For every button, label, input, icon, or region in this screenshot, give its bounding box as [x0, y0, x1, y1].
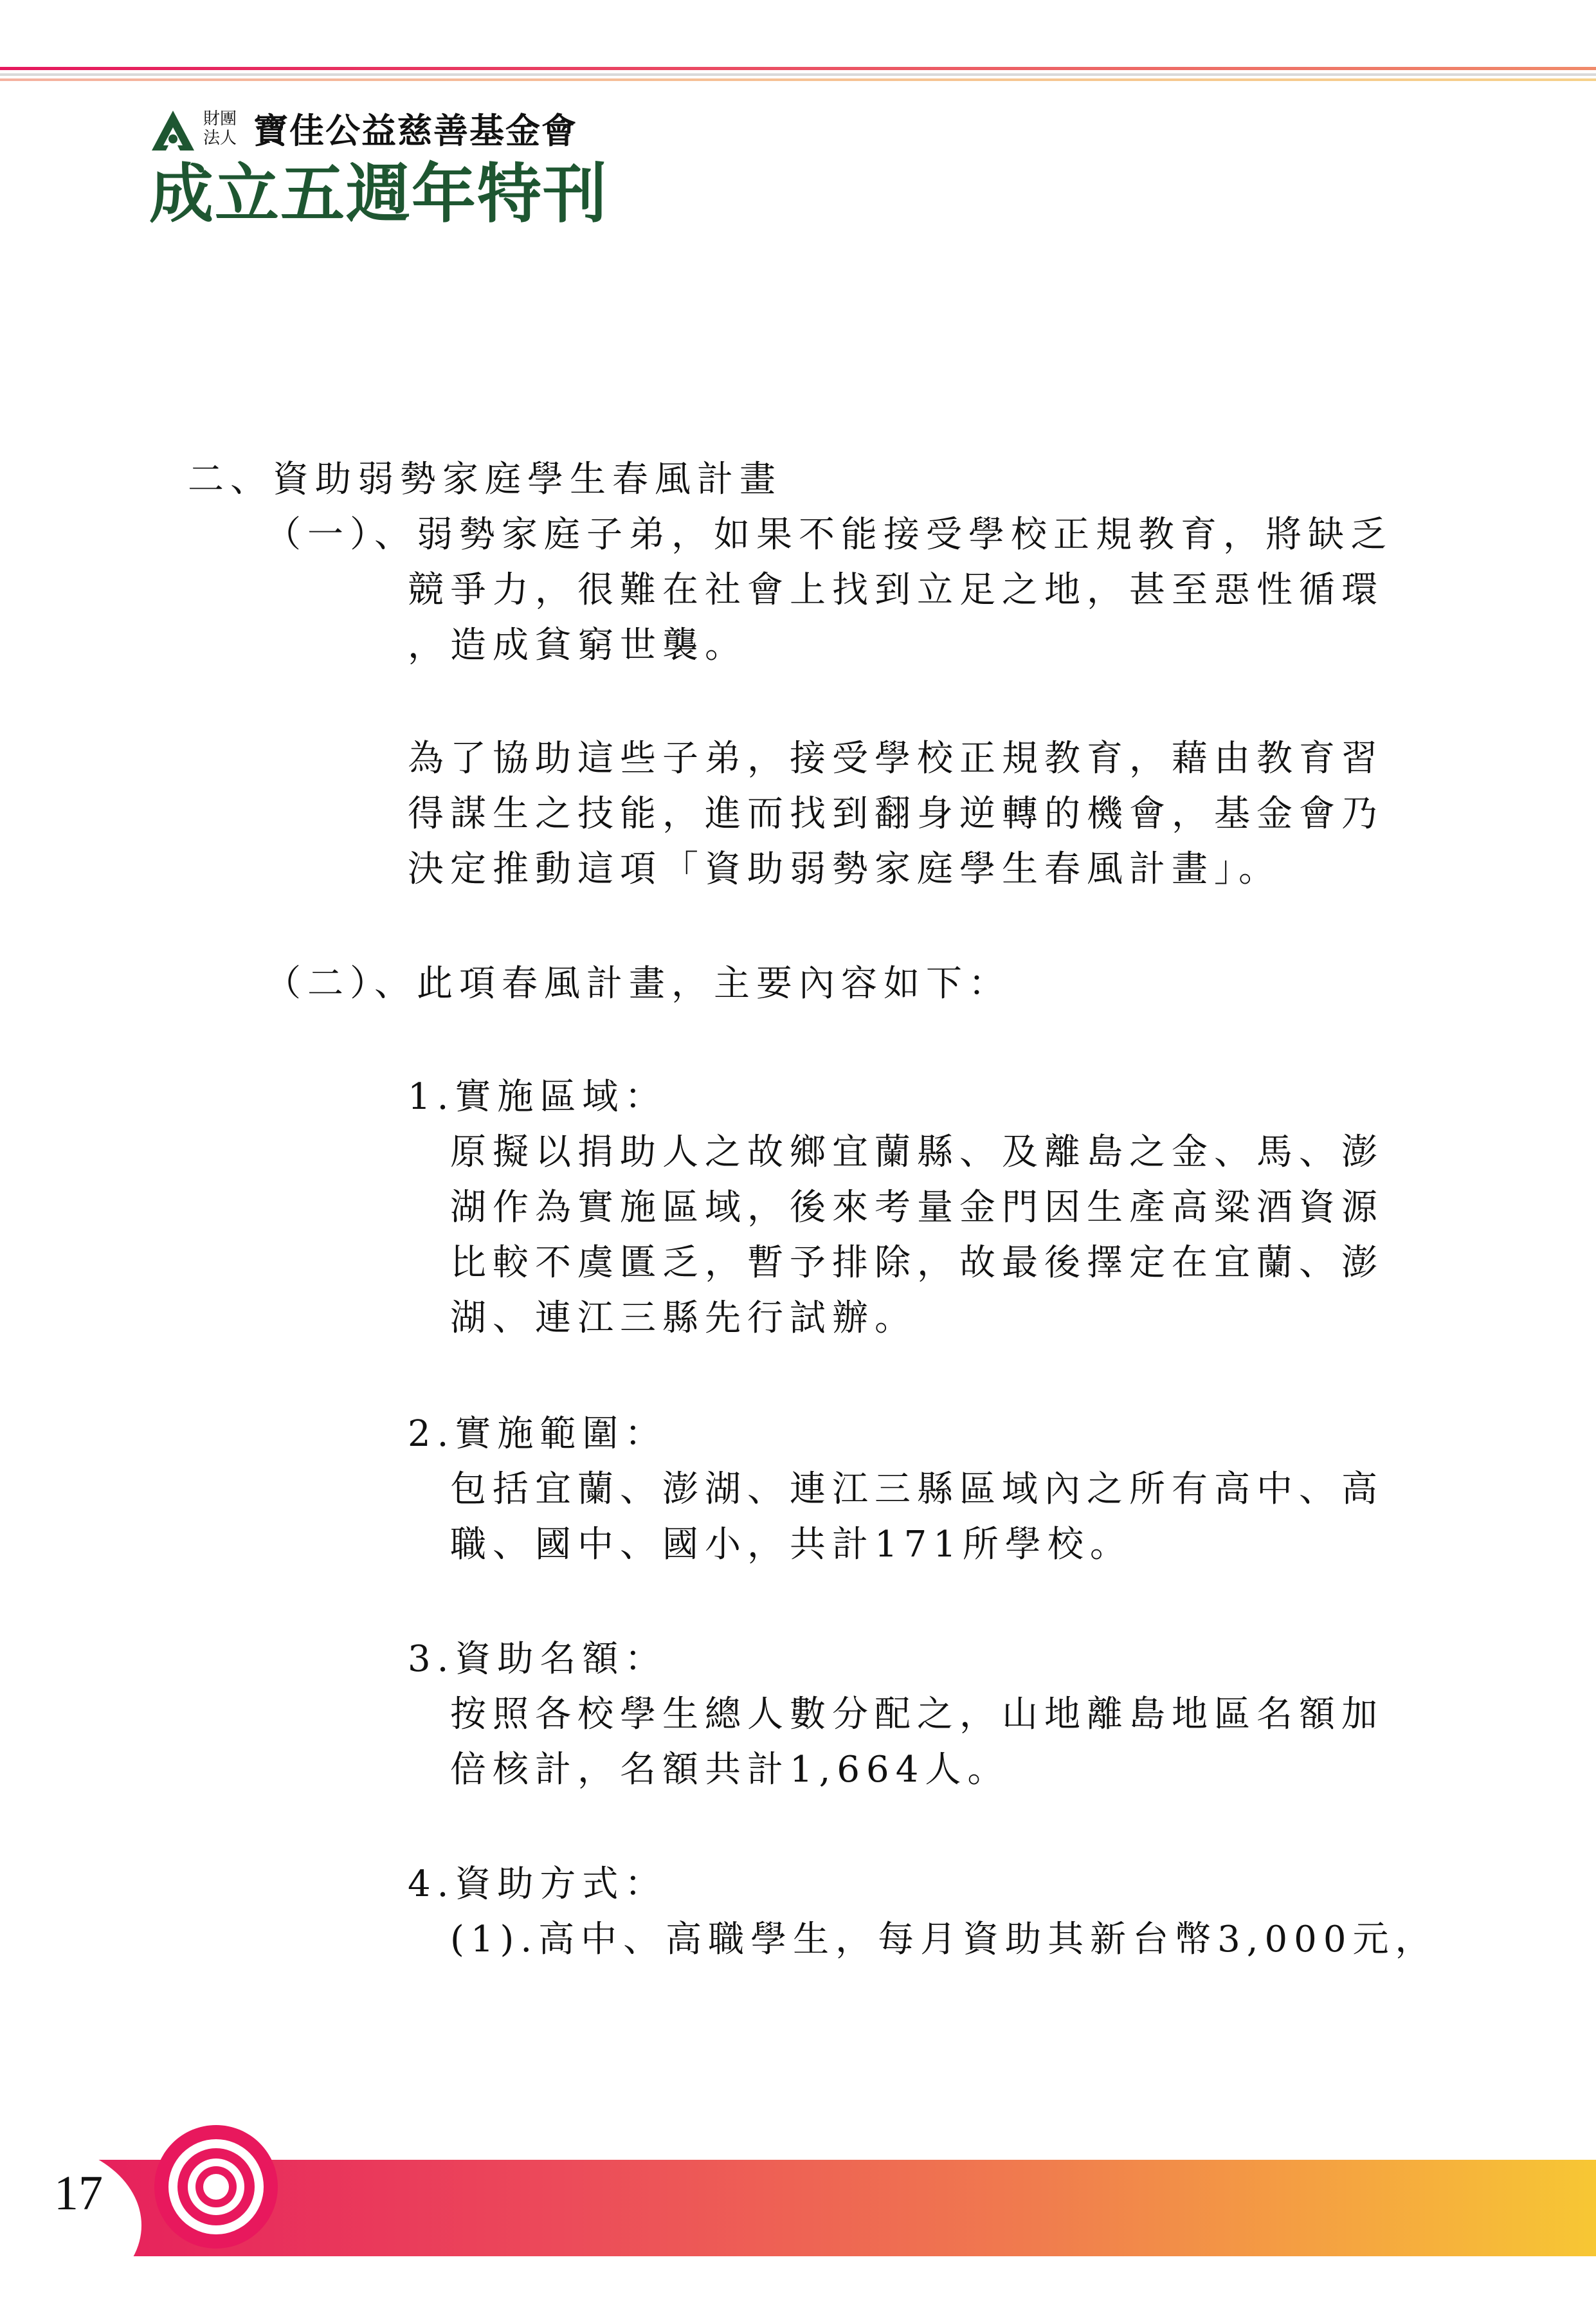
header-rule — [0, 64, 1596, 87]
paragraph-line: 競爭力，很難在社會上找到立足之地，甚至惡性循環 — [408, 569, 1384, 611]
paragraph-line: 湖、連江三縣先行試辦。 — [450, 1297, 917, 1339]
publication-title: 成立五週年特刊 — [149, 156, 608, 232]
paragraph-line: 原擬以捐助人之故鄉宜蘭縣、及離島之金、馬、澎 — [450, 1131, 1384, 1173]
paragraph-line: ，造成貧窮世襲。 — [408, 625, 747, 666]
section-heading: 二、資助弱勢家庭學生春風計畫 — [188, 459, 782, 500]
paragraph-line: (1).高中、高職學生，每月資助其新台幣3,000元， — [450, 1919, 1438, 1960]
paragraph-line: 職、國中、國小，共計171所學校。 — [450, 1524, 1132, 1565]
subsection-title: 3.資助名額： — [408, 1638, 667, 1680]
org-legal-form: 財團 法人 — [203, 109, 237, 148]
paragraph-line: 比較不虞匱乏，暫予排除，故最後擇定在宜蘭、澎 — [450, 1242, 1384, 1284]
paragraph-line: 得謀生之技能，進而找到翻身逆轉的機會，基金會乃 — [408, 793, 1384, 835]
org-name: 寶佳公益慈善基金會 — [253, 111, 577, 151]
subsection-title: 4.資助方式： — [408, 1863, 667, 1905]
paragraph-line: 決定推動這項「資助弱勢家庭學生春風計畫」。 — [408, 848, 1281, 890]
subsection-title: 2.實施範圍： — [408, 1413, 667, 1455]
paragraph-line: （一）、弱勢家庭子弟，如果不能接受學校正規教育，將缺乏 — [265, 514, 1393, 556]
paragraph-line: 湖作為實施區域，後來考量金門因生產高粱酒資源 — [450, 1187, 1384, 1228]
page-footer — [0, 2122, 1596, 2256]
paragraph-line: 包括宜蘭、澎湖、連江三縣區域內之所有高中、高 — [450, 1468, 1384, 1510]
target-rings-icon — [152, 2122, 280, 2251]
page-number: 17 — [54, 2166, 103, 2220]
paragraph-line: （二）、此項春風計畫，主要內容如下： — [265, 963, 1011, 1005]
foundation-logo-icon — [149, 108, 197, 156]
paragraph-line: 按照各校學生總人數分配之，山地離島地區名額加 — [450, 1693, 1384, 1735]
subsection-title: 1.實施區域： — [408, 1076, 667, 1118]
masthead — [149, 108, 608, 232]
paragraph-line: 為了協助這些子弟，接受學校正規教育，藉由教育習 — [408, 738, 1384, 780]
paragraph-line: 倍核計，名額共計1,664人。 — [450, 1749, 1010, 1791]
